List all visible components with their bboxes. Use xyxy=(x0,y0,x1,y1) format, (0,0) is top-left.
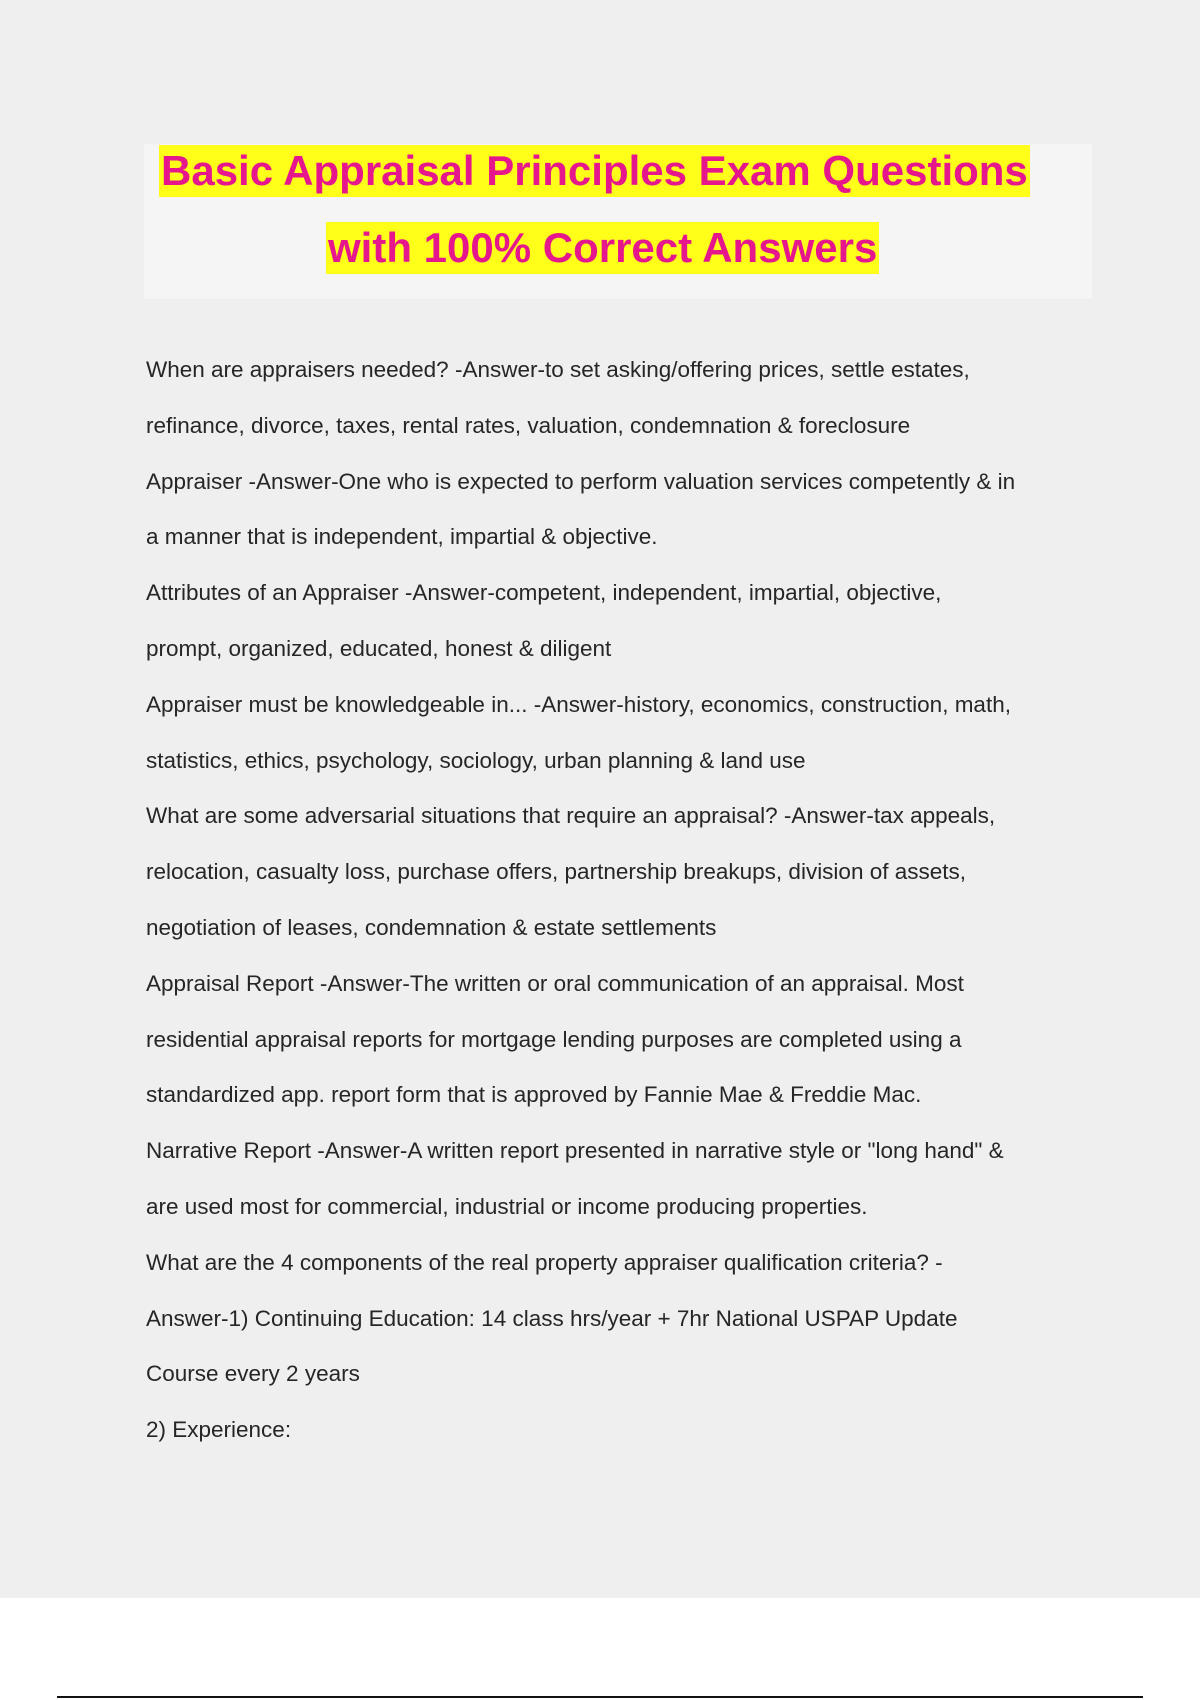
text-line: Appraiser must be knowledgeable in... -Answer-history, economics, construction, math, xyxy=(146,691,1011,717)
text-line: residential appraisal reports for mortgage lending purposes are completed using a xyxy=(146,1026,962,1052)
footer-divider xyxy=(57,1696,1143,1698)
text-line: 2) Experience: xyxy=(146,1417,292,1443)
text-line: Answer-1) Continuing Education: 14 class hrs/year + 7hr National USPAP Update xyxy=(146,1305,958,1331)
text-line: standardized app. report form that is approved by Fannie Mae & Freddie Mac. xyxy=(146,1082,922,1108)
document-title-line-1: Basic Appraisal Principles Exam Questions xyxy=(159,145,1030,197)
text-line: statistics, ethics, psychology, sociology, urban planning & land use xyxy=(146,747,806,773)
text-line: relocation, casualty loss, purchase offers, partnership breakups, division of assets, xyxy=(146,859,967,885)
text-line: Course every 2 years xyxy=(146,1361,360,1387)
document-body xyxy=(146,342,1086,1458)
text-line: Appraiser -Answer-One who is expected to perform valuation services competently & in xyxy=(146,468,1016,494)
text-line: Attributes of an Appraiser -Answer-competent, independent, impartial, objective, xyxy=(146,580,942,606)
document-title-line-2: with 100% Correct Answers xyxy=(326,222,879,274)
text-line: Narrative Report -Answer-A written report presented in narrative style or "long hand" & xyxy=(146,1138,1004,1164)
text-line: refinance, divorce, taxes, rental rates, valuation, condemnation & foreclosure xyxy=(146,412,911,438)
text-line: What are the 4 components of the real property appraiser qualification criteria? - xyxy=(146,1249,943,1275)
text-line: Appraisal Report -Answer-The written or oral communication of an appraisal. Most xyxy=(146,970,964,996)
text-line: negotiation of leases, condemnation & estate settlements xyxy=(146,914,717,940)
text-line: a manner that is independent, impartial & objective. xyxy=(146,524,658,550)
text-line: When are appraisers needed? -Answer-to set asking/offering prices, settle estates, xyxy=(146,357,970,382)
text-line: What are some adversarial situations that require an appraisal? -Answer-tax appeals, xyxy=(146,803,996,829)
text-line: are used most for commercial, industrial or income producing properties. xyxy=(146,1193,868,1219)
text-line: prompt, organized, educated, honest & diligent xyxy=(146,635,612,661)
